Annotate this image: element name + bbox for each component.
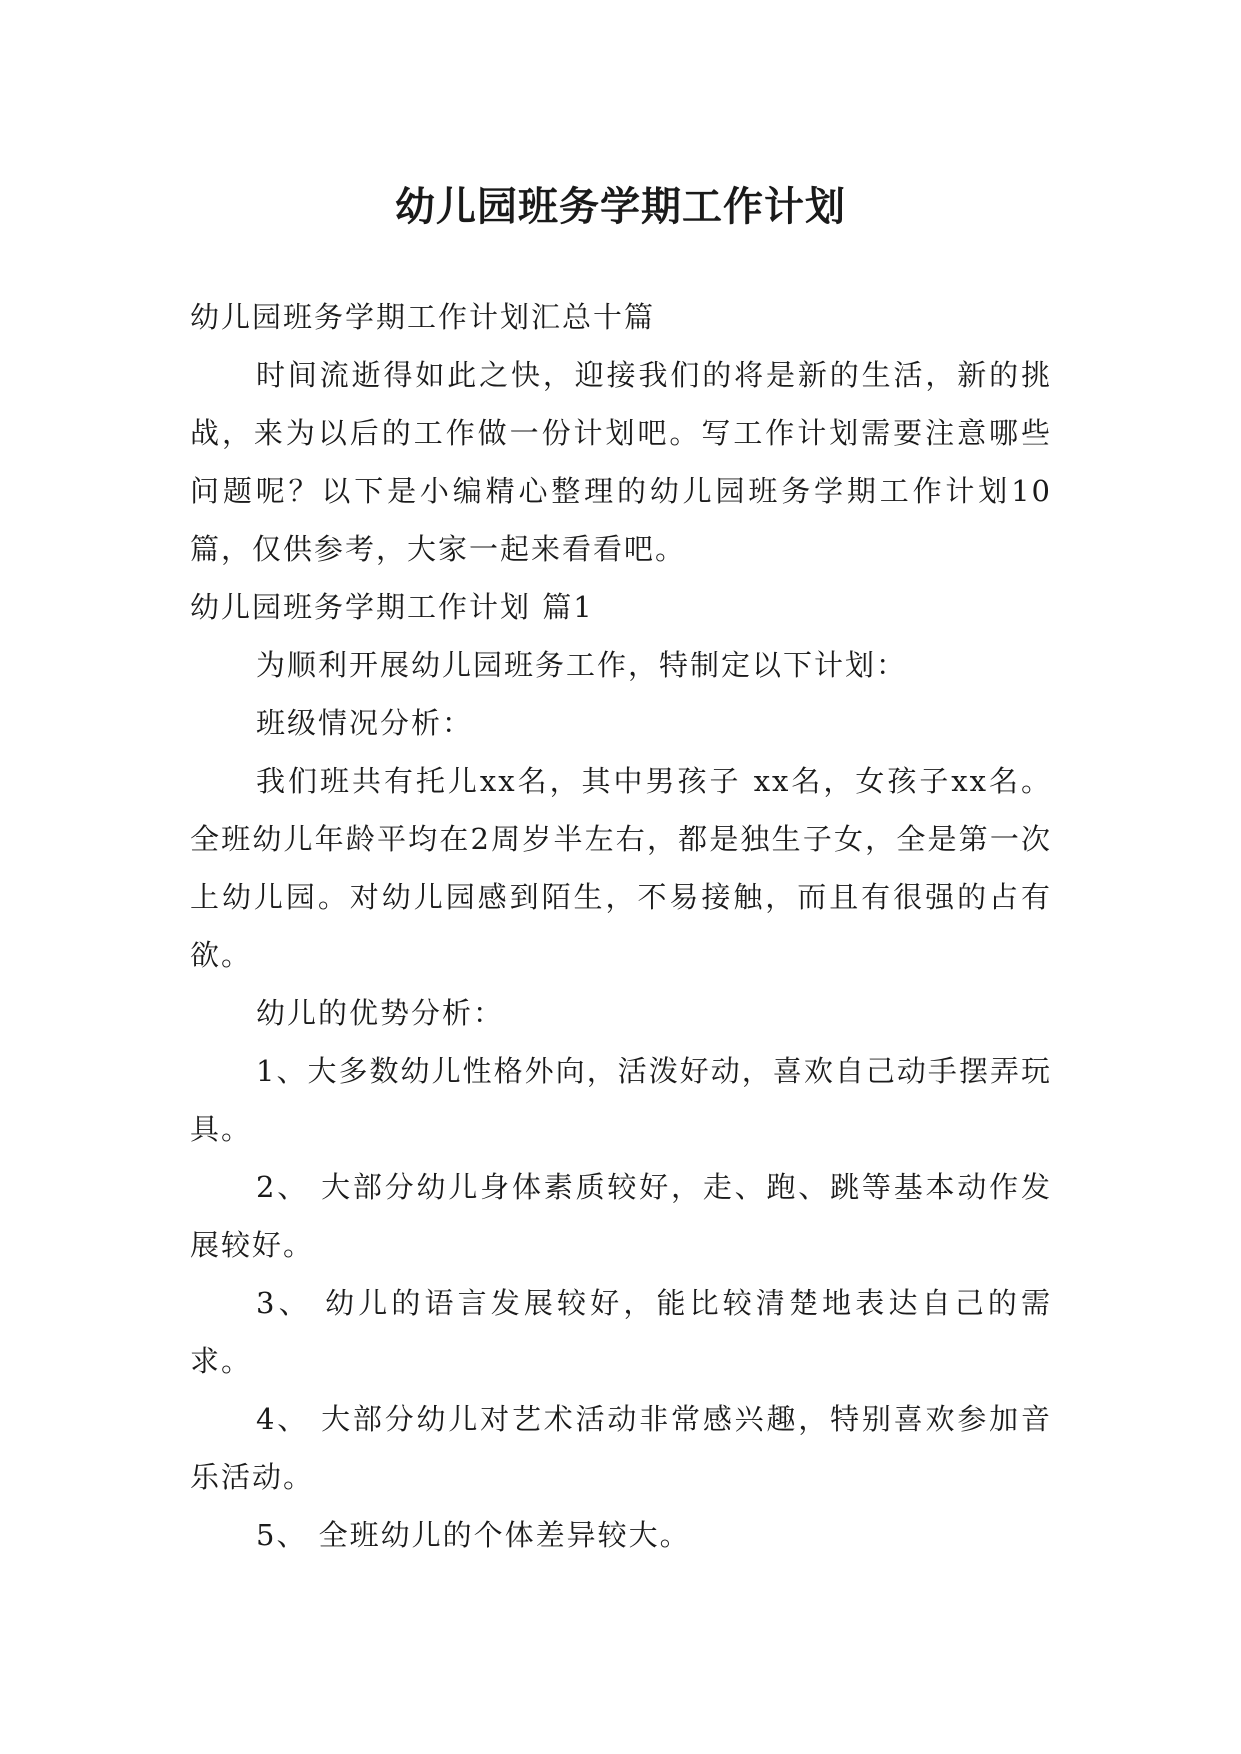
list-item-3: 3、 幼儿的语言发展较好，能比较清楚地表达自己的需求。 (190, 1286, 1052, 1378)
list-item-1: 1、大多数幼儿性格外向，活泼好动，喜欢自己动手摆弄玩具。 (190, 1054, 1052, 1146)
list-item-2: 2、 大部分幼儿身体素质较好，走、跑、跳等基本动作发展较好。 (190, 1170, 1052, 1262)
paragraph-intro: 时间流逝得如此之快，迎接我们的将是新的生活，新的挑战，来为以后的工作做一份计划吧。写工作计划需要注意哪些问题呢？以下是小编精心整理的幼儿园班务学期工作计划10篇，仅供参考，大家一起来看看吧。 (190, 358, 1052, 566)
paragraph-class-analysis: 我们班共有托儿xx名，其中男孩子 xx名，女孩子xx名。全班幼儿年龄平均在2周岁半左右，都是独生子女，全是第一次上幼儿园。对幼儿园感到陌生，不易接触，而且有很强的占有欲。 (190, 764, 1052, 972)
paragraph-class-analysis-heading: 班级情况分析： (256, 706, 474, 740)
paragraph-strengths-heading: 幼儿的优势分析： (256, 996, 505, 1030)
list-item-4: 4、 大部分幼儿对艺术活动非常感兴趣，特别喜欢参加音乐活动。 (190, 1402, 1052, 1494)
paragraph-purpose: 为顺利开展幼儿园班务工作，特制定以下计划： (256, 648, 908, 682)
paragraph-section-heading: 幼儿园班务学期工作计划 篇1 (190, 590, 594, 624)
document-body (190, 288, 1052, 1564)
paragraph-subtitle: 幼儿园班务学期工作计划汇总十篇 (190, 300, 656, 334)
document-title: 幼儿园班务学期工作计划 (395, 183, 846, 230)
list-item-5: 5、 全班幼儿的个体差异较大。 (256, 1518, 691, 1552)
